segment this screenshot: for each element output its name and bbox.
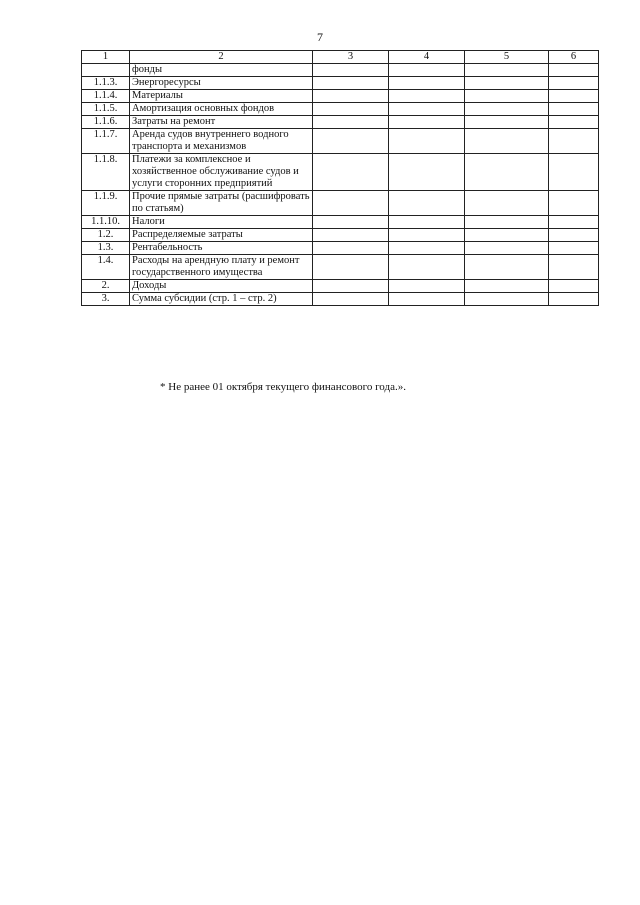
value-cell [549, 229, 599, 242]
row-label: Затраты на ремонт [130, 116, 313, 129]
table-row [82, 77, 599, 90]
row-number: 1.1.9. [82, 191, 130, 216]
value-cell [389, 77, 465, 90]
value-cell [313, 154, 389, 191]
row-number: 3. [82, 293, 130, 306]
value-cell [313, 191, 389, 216]
value-cell [465, 242, 549, 255]
column-header: 4 [389, 51, 465, 64]
row-label: Сумма субсидии (стр. 1 – стр. 2) [130, 293, 313, 306]
row-number: 1.1.4. [82, 90, 130, 103]
value-cell [549, 293, 599, 306]
value-cell [465, 90, 549, 103]
table-row [82, 191, 599, 216]
column-header: 1 [82, 51, 130, 64]
row-label: Материалы [130, 90, 313, 103]
value-cell [549, 103, 599, 116]
value-cell [313, 64, 389, 77]
table-row [82, 64, 599, 77]
subsidy-calculation-table [81, 50, 599, 306]
value-cell [389, 280, 465, 293]
column-header: 5 [465, 51, 549, 64]
row-number: 1.1.8. [82, 154, 130, 191]
value-cell [313, 116, 389, 129]
table-row [82, 103, 599, 116]
row-number: 1.1.7. [82, 129, 130, 154]
table-row [82, 293, 599, 306]
value-cell [389, 64, 465, 77]
column-header: 2 [130, 51, 313, 64]
value-cell [549, 255, 599, 280]
value-cell [313, 255, 389, 280]
value-cell [313, 229, 389, 242]
value-cell [389, 255, 465, 280]
value-cell [549, 64, 599, 77]
value-cell [465, 64, 549, 77]
row-label: Аренда судов внутреннего водного транспорта и механизмов [130, 129, 313, 154]
table-row [82, 154, 599, 191]
value-cell [465, 77, 549, 90]
table-body [82, 64, 599, 306]
value-cell [313, 129, 389, 154]
value-cell [465, 129, 549, 154]
value-cell [465, 191, 549, 216]
row-label: Распределяемые затраты [130, 229, 313, 242]
value-cell [389, 216, 465, 229]
row-number: 1.1.10. [82, 216, 130, 229]
table-row [82, 116, 599, 129]
row-number: 1.4. [82, 255, 130, 280]
value-cell [549, 280, 599, 293]
value-cell [389, 129, 465, 154]
row-number: 2. [82, 280, 130, 293]
page-number: 7 [317, 30, 323, 44]
value-cell [313, 242, 389, 255]
value-cell [549, 116, 599, 129]
table-row [82, 90, 599, 103]
value-cell [549, 154, 599, 191]
row-label: Прочие прямые затраты (расшифровать по статьям) [130, 191, 313, 216]
row-label: Энергоресурсы [130, 77, 313, 90]
table-row [82, 229, 599, 242]
value-cell [549, 77, 599, 90]
value-cell [465, 154, 549, 191]
value-cell [389, 103, 465, 116]
row-label: Расходы на арендную плату и ремонт государственного имущества [130, 255, 313, 280]
column-header: 3 [313, 51, 389, 64]
value-cell [389, 293, 465, 306]
value-cell [389, 242, 465, 255]
row-number: 1.2. [82, 229, 130, 242]
table-row [82, 255, 599, 280]
row-label: Доходы [130, 280, 313, 293]
row-label: фонды [130, 64, 313, 77]
table-row [82, 280, 599, 293]
value-cell [313, 216, 389, 229]
row-number: 1.1.5. [82, 103, 130, 116]
table-row [82, 129, 599, 154]
row-label: Налоги [130, 216, 313, 229]
value-cell [465, 229, 549, 242]
row-label: Амортизация основных фондов [130, 103, 313, 116]
value-cell [465, 216, 549, 229]
value-cell [465, 293, 549, 306]
table-header-row [82, 51, 599, 64]
value-cell [549, 129, 599, 154]
value-cell [549, 90, 599, 103]
value-cell [465, 280, 549, 293]
value-cell [549, 242, 599, 255]
value-cell [549, 216, 599, 229]
value-cell [313, 90, 389, 103]
row-label: Платежи за комплексное и хозяйственное обслуживание судов и услуги сторонних предприятий [130, 154, 313, 191]
column-header: 6 [549, 51, 599, 64]
row-number: 1.1.3. [82, 77, 130, 90]
row-label: Рентабельность [130, 242, 313, 255]
value-cell [389, 229, 465, 242]
value-cell [389, 154, 465, 191]
value-cell [465, 255, 549, 280]
table-row [82, 242, 599, 255]
value-cell [389, 191, 465, 216]
value-cell [465, 116, 549, 129]
footnote: * Не ранее 01 октября текущего финансового года.». [160, 381, 406, 393]
value-cell [389, 116, 465, 129]
value-cell [313, 77, 389, 90]
row-number: 1.3. [82, 242, 130, 255]
table-row [82, 216, 599, 229]
row-number: 1.1.6. [82, 116, 130, 129]
value-cell [313, 103, 389, 116]
value-cell [313, 293, 389, 306]
value-cell [313, 280, 389, 293]
value-cell [465, 103, 549, 116]
value-cell [389, 90, 465, 103]
value-cell [549, 191, 599, 216]
row-number [82, 64, 130, 77]
